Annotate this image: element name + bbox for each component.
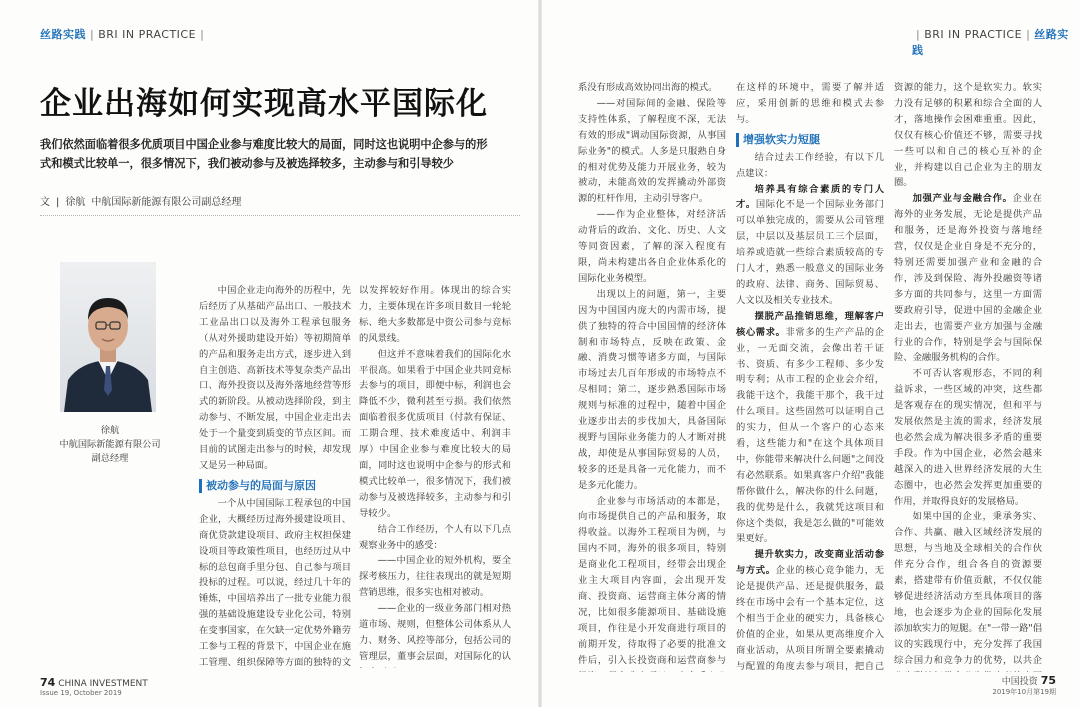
column-5 [894, 80, 1042, 672]
paragraph: ——中国企业的短外机构，要全探考核压力，往往表现出的就是短期营销思维，很多实也相对被动。 [359, 555, 511, 599]
header-sep: | [90, 28, 95, 41]
header-section-en: BRI IN PRACTICE [98, 28, 197, 41]
header-section-cn: 丝路实践 [40, 28, 86, 41]
page-spine [538, 0, 542, 707]
column-2 [359, 283, 511, 668]
header-section-en-right: BRI IN PRACTICE [924, 28, 1023, 41]
paragraph: 结合工作经历，个人有以下几点观察业务中的感受： [359, 523, 511, 551]
paragraph: 结合过去工作经验，有以下几点建议： [736, 151, 884, 179]
section-heading-soft-power: 增强软实力短腿 [736, 133, 884, 147]
right-footer [992, 674, 1056, 697]
column-4 [736, 80, 884, 672]
column-3 [578, 80, 726, 672]
paragraph-text: 企业的核心竞争能力，无论是提供产品、还是提供服务，最终在市场中会有一个基本定位，这个相当于企业的硬实力，具备核心价值的企业，如果从更高维度介入商业活动，从项目所谓全要素撬动与配置的角度去参与项目，把自己 [736, 565, 884, 672]
byline-sep: | [56, 197, 60, 208]
bold-lead: 摆脱产品推销思维，理解客户核心需求。 [736, 310, 884, 338]
header-sep-4: | [1026, 28, 1031, 41]
paragraph [894, 191, 1042, 366]
right-issue: 2019年10月第19期 [992, 688, 1056, 696]
paragraph: 在这样的环境中，需要了解并适应，采用创新的思维和模式去参与。 [736, 82, 884, 125]
paragraph: 系没有形成高效协同出海的模式。 [578, 82, 718, 93]
paragraph: 一个从中国国际工程承包的中国企业，大概经历过海外援建设项目、商优贷款建设项目、政府主权担保建设项目等政策性项目，也经历过从中标的总包商手里分包、自己参与项目投标的过程。可以说，经过几十年的锤炼，中国培养出了一批专业能力很强的基础设施建设专业化公司，特别在变事国家，在欠缺一定优势外籍劳工参与工程的背景下，中国企业在施工管理、组织保障等方面的独特的文 [199, 497, 351, 668]
column-1 [199, 283, 351, 668]
left-footer [40, 676, 148, 697]
article-title: 企业出海如何实现高水平国际化 [40, 86, 488, 122]
paragraph: ——作为企业整体，对经济活动背后的政治、文化、历史、人文等同资因素，了解的深入程度有限，尚未构建出各自企业体系化的国际化业务模型。 [578, 209, 726, 284]
paragraph: 中国企业走向海外的历程中，先后经历了从基础产品出口、一般技术工业品出口以及海外工程承包服务（从对外援助建设开始）等初期简单的产品和服务走出方式，逐步进入到自主创造、高新技术等复杂类产品出口、海外投资以及海外落地经营等形式的新阶段。从被动选择阶段，到主动参与、不断发展，中国企业走出去处于一个量变到质变的节点区间。而目前的试图走出参与的时候，却发现又是另一种局面。 [199, 285, 351, 471]
paragraph: 如果中国的企业，秉承务实、合作、共赢、融入区域经济发展的思想，与当地及全球相关的合作伙伴充分合作，组合各自的资源要素，搭建带有价值贡献，不仅仅能够促进经济活动方至具体项目的落地，也会逐步为企业的国际化发展添加软实力的短腿。在"一带一路"倡议的实践现行中，充分发挥了我国综合国力和竞争力的优势，以共企 [894, 511, 1042, 666]
left-issue: Issue 19, October 2019 [40, 689, 122, 697]
paragraph-text: 企业在海外的业务发展，无论是提供产品和服务，还是海外投资与落地经营，仅仅是企业自身是不充分的，特别还需要加强产业和金融的合作，涉及到保险、海外投融资等诸多方面的共同参与，这里一方面需要政府引导，促进中国的金融企业走出去，也需要产业方加强与金融行业的合作，特别是学会与国际保险、金融服务机构的合作。 [894, 193, 1042, 364]
paragraph [736, 182, 884, 309]
header-sep-2: | [200, 28, 205, 41]
right-page-number: 75 [1040, 674, 1056, 687]
paragraph: 企业参与市场活动的本都是，向市场提供自己的产品和服务，取得收益。以海外工程项目为例，与国内不同，海外的很多项目，特别是商业化工程项目，经带会出现企业主大项目内容面，会出现开发商、投资商、运营商主体分离的情况，比如很多能源项目、基础设施项目，作往是小开发商进行项目的前期开发，待取得了必要的批准文件后，引入长投资商和运营商参与 [578, 495, 726, 666]
paragraph: 出现以上的问题，第一，主要因为中国国内庞大的内需市场，提供了独特的符合中国国情的经济体制和市场特点，反映在政策、金融、消费习惯等诸多方面，与国际市场过去几百年形成的市场特点不尽相同；第二，逐步熟悉国际市场规则与标准的过程中，随着中国企业逐步出去的步伐加大，具备国际视野与国际业务能力的人才断对挑战，却使是从事国际贸易的人员，较多的还是具备一元化能力，而不是多元化能力。 [578, 288, 726, 491]
left-magazine-name: CHINA INVESTMENT [58, 679, 148, 689]
bold-lead: 提升软实力，改变商业活动参与方式。 [736, 549, 884, 577]
byline [40, 193, 247, 208]
byline-label: 文 [40, 197, 50, 208]
section-heading-passive: 被动参与的局面与原因 [199, 479, 351, 493]
paragraph: ——对国际间的金融、保险等支持性体系，了解程度不深，无法有效的形成"调动国际资源，从事国际业务"的模式。人多是只服熟自身的相对优势及能力开展业务，较为被动，未能高效的发挥撬动外部资源的杠杆作用，主动引导客户。 [578, 97, 726, 205]
left-header [40, 26, 208, 42]
photo-caption-name: 徐航 [100, 425, 120, 436]
bold-lead: 培养具有综合素质的专门人才。 [736, 183, 884, 211]
header-sep-3: | [916, 28, 921, 41]
photo-caption-role: 副总经理 [91, 453, 129, 464]
paragraph: 以发挥较好作用。体现出的综合实力，主要体现在许多项目数目一轮轮标、绝大多数都是中资公司参与竞标的风景线。 [359, 285, 511, 344]
paragraph [736, 547, 884, 672]
right-header [912, 26, 1080, 58]
paragraph: 资源的能力，这个是软实力。软实力没有足够的积累和综合全面的人才，落地操作会困难重重。因此，仅仅有核心价值还不够，需要寻找一些可以和自己的核心互补的企业，并构建以自己企业为主的朋友圈。 [894, 82, 1042, 189]
paragraph: 不可否认客观形态，不同的利益诉求，一些区域的冲突，这些都是客观存在的现实情况，但和平与发展依然是主流的需求，经济发展也必然会成为解决很多矛盾的重要手段。作为中国企业，必然会越来越深入的进入世界经济发展的大生态圈中，也必然会发挥更加重要的作用，并取得良好的发展格局。 [894, 368, 1042, 507]
paragraph-text: 非常多的生产产品的企业，一无面交流，会像出若干证书、资质、有多少工程师、多少发明专利；从市工程的企业会介绍，我能干这个，我能干那个，我干过什么项目。这些固然可以证明自己的实力，但从一个客户的心态来看，这些能力和"在这个具体项目中，你能带来解决什么问题"之间没有必然联系。如果真客户介绍"我能帮你做什么，解决你的什么问题，我的优势是什么，我就凭这项目和你这个类似，我是怎么做的"可能效果更好。 [736, 326, 884, 545]
bold-lead: 加强产业与金融合作。 [912, 193, 1013, 205]
right-magazine-name: 中国投资 [1001, 677, 1038, 687]
byline-author: 徐航 [65, 197, 86, 208]
portrait-image [60, 262, 156, 412]
paragraph: 但这并不意味着我们的国际化水平很高。如果看于中国企业共同竞标去参与的项目，即便中标，利润也会降低不少，微利甚至亏损。我们依然面临着很多优质项目（付款有保证、工期合理、技术难度适中、利润丰厚）中国企业参与难度比较大的局面，同时这也说明中企参与的形式和模式比较单一，很多情况下，我们被动参与及被选择较多，主动参与和引导较少。 [359, 348, 511, 519]
header-section-cn-right: 丝路实践 [912, 28, 1069, 57]
paragraph [736, 309, 884, 548]
paragraph-text: 国际化不是一个国际业务部门可以单独完成的，需要从公司管理层，中层以及基层员工三个层面，培养或造就一些综合素质较高的专门人才，熟悉一般意义的国际业务的政府、法律、商务、国际贸易、人文以及相关专业技术。 [736, 199, 884, 306]
byline-title: 中航国际新能源有限公司副总经理 [91, 197, 242, 208]
paragraph: ——企业的一级业务部门相对热道市场、规则，但整体公司体系从人力、财务、风控等部分，包括公司的管理层，董事会层面，对国际化的认 [359, 603, 511, 662]
divider [40, 215, 520, 216]
photo-caption-org: 中航国际新能源有限公司 [59, 439, 161, 450]
article-lead: 我们依然面临着很多优质项目中国企业参与难度比较大的局面，同时这也说明中企参与的形式和模式比较单一，很多情况下，我们被动参与及被选择较多，主动参与和引导较少 [40, 138, 488, 170]
left-page-number: 74 [40, 676, 56, 689]
author-photo [60, 262, 156, 412]
